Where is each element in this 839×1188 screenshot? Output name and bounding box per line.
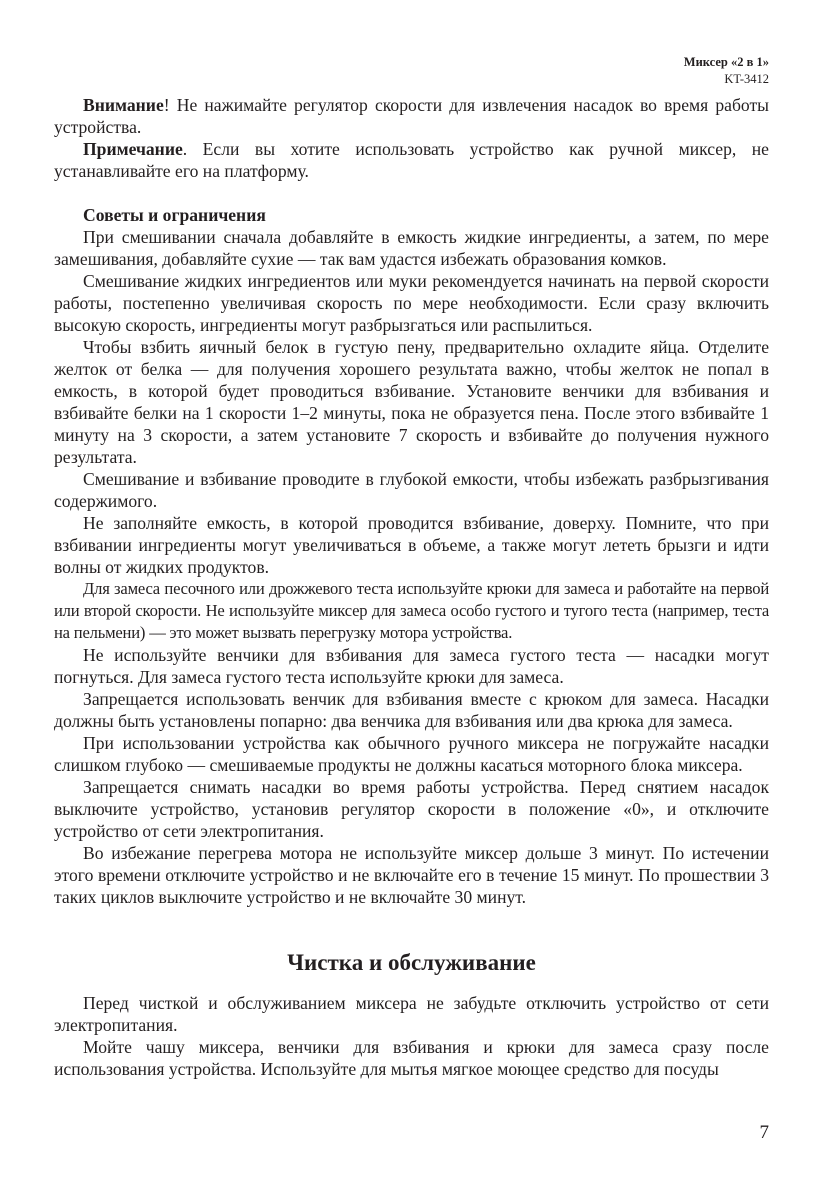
cleaning-paragraph-2: Мойте чашу миксера, венчики для взбивания и крюки для замеса сразу после использования устройства. Используйте для мытья мягкое моющее средство для посуды (54, 1037, 769, 1079)
tips-paragraph-5: Не заполняйте емкость, в которой проводится взбивание, доверху. Помните, что при взбивании ингредиенты могут увеличиваться в объеме, а также могут лететь брызги и идти волны от жидких продуктов. (54, 513, 769, 577)
warning-paragraph (54, 94, 769, 138)
tips-paragraph-6: Для замеса песочного или дрожжевого теста используйте крюки для замеса и работайте на первой или второй скорости. Не используйте миксер для замеса особо густого и тугого теста (например, теста на пельмени) — это может вызвать перегрузку мотора устройства. (54, 579, 769, 642)
tips-paragraph-9: При использовании устройства как обычного ручного миксера не погружайте насадки слишком глубоко — смешиваемые продукты не должны касаться моторного блока миксера. (54, 733, 769, 775)
tips-paragraph-3: Чтобы взбить яичный белок в густую пену, предварительно охладите яйца. Отделите желток от белка — для получения хорошего результата важно, чтобы желток не попал в емкость, в которой будет проводиться взбивание. Установите венчики для взбивания и взбивайте белки на 1 скорости 1–2 минуты, пока не образуется пена. После этого взбивайте 1 минуту на 3 скорости, а затем установите 7 скорость и взбивайте до получения нужного результата. (54, 337, 769, 467)
tips-paragraph-7: Не используйте венчики для взбивания для замеса густого теста — насадки могут погнуться. Для замеса густого теста используйте крюки для замеса. (54, 645, 769, 687)
note-paragraph (54, 138, 769, 182)
tips-paragraph-2: Смешивание жидких ингредиентов или муки рекомендуется начинать на первой скорости работы, постепенно увеличивая скорость по мере необходимости. Если сразу включить высокую скорость, ингредиенты могут разбрызгаться или распылиться. (54, 271, 769, 335)
tips-heading: Советы и ограничения (83, 205, 266, 225)
tips-paragraph-8: Запрещается использовать венчик для взбивания вместе с крюком для замеса. Насадки должны быть установлены попарно: два венчика для взбивания или два крюка для замеса. (54, 689, 769, 731)
cleaning-paragraph-1: Перед чисткой и обслуживанием миксера не забудьте отключить устройство от сети электропитания. (54, 993, 769, 1035)
warning-text: ! Не нажимайте регулятор скорости для извлечения насадок во время работы устройства. (54, 95, 769, 137)
model-number: KT-3412 (724, 72, 769, 86)
tips-paragraph-1: При смешивании сначала добавляйте в емкость жидкие ингредиенты, а затем, по мере замешивания, добавляйте сухие — так вам удастся избежать образования комков. (54, 227, 769, 269)
warning-label: Внимание (83, 95, 164, 115)
page-header (684, 54, 769, 88)
product-name: Миксер «2 в 1» (683, 55, 769, 69)
tips-paragraph-10: Запрещается снимать насадки во время работы устройства. Перед снятием насадок выключите устройство, установив регулятор скорости в положение «0», и отключите устройство от сети электропитания. (54, 777, 769, 841)
tips-paragraph-4: Смешивание и взбивание проводите в глубокой емкости, чтобы избежать разбрызгивания содержимого. (54, 469, 769, 511)
cleaning-title: Чистка и обслуживание (287, 950, 536, 975)
note-label: Примечание (83, 139, 183, 159)
tips-paragraph-11: Во избежание перегрева мотора не используйте миксер дольше 3 минут. По истечении этого времени отключите устройство и не включайте его в течение 15 минут. По прошествии 3 таких циклов выключите устройство и не включайте 30 минут. (54, 843, 769, 907)
note-text: . Если вы хотите использовать устройство как ручной миксер, не устанавливайте его на платформу. (54, 139, 769, 181)
page-content (54, 94, 769, 1080)
page-number: 7 (759, 1122, 769, 1143)
